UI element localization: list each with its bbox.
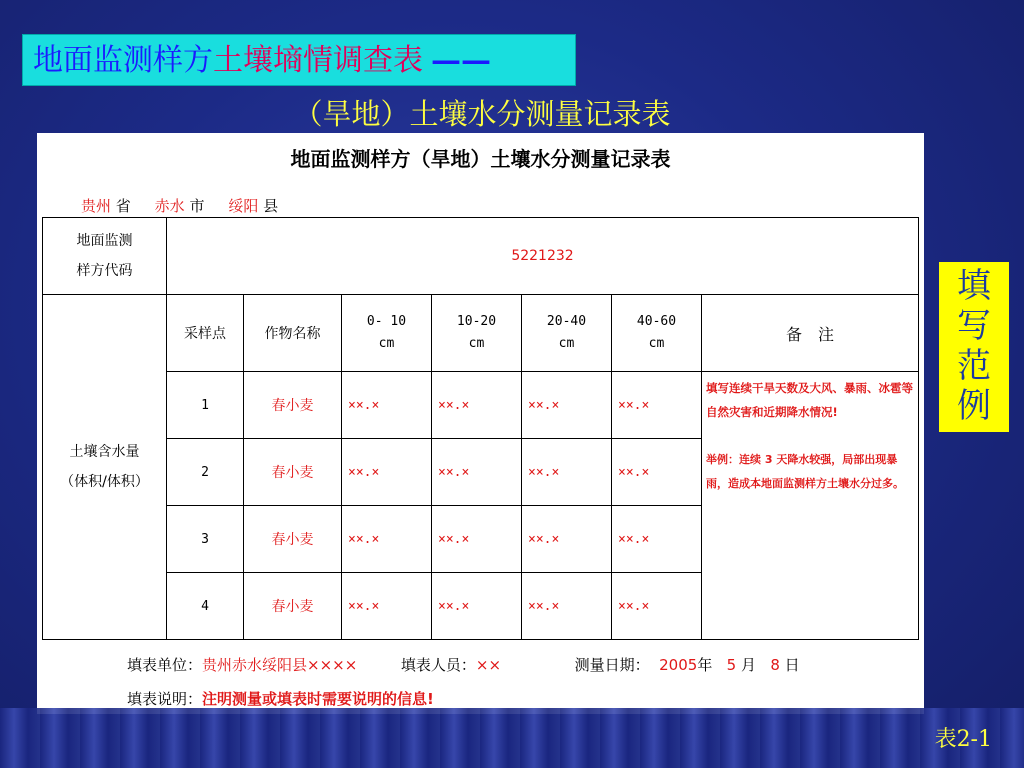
column-header: 0- 10 cm [342, 295, 432, 372]
sample-point: 1 [167, 372, 244, 439]
moisture-value: ××.× [522, 573, 612, 640]
crop-name: 春小麦 [244, 372, 342, 439]
person-label: 填表人员： [400, 656, 476, 674]
moisture-value: ××.× [342, 573, 432, 640]
note-value: 注明测量或填表时需要说明的信息! [202, 690, 434, 708]
table-number: 表2-1 [934, 727, 992, 752]
column-header: 40-60 cm [612, 295, 702, 372]
slide-title [22, 34, 576, 86]
crop-name: 春小麦 [244, 506, 342, 573]
form-title: 地面监测样方（旱地）土壤水分测量记录表 [290, 147, 671, 171]
footer-line-2 [127, 688, 434, 709]
province-label: 省 [115, 197, 131, 215]
column-header: 10-20 cm [432, 295, 522, 372]
code-label: 地面监测 样方代码 [43, 218, 167, 295]
column-header: 作物名称 [244, 295, 342, 372]
code-value: 5221232 [167, 218, 919, 295]
year-label: 年 [697, 656, 713, 674]
column-header: 20-40 cm [522, 295, 612, 372]
footer-line-1 [127, 654, 800, 675]
moisture-value: ××.× [342, 372, 432, 439]
example-label: 填 写 范 例 [939, 262, 1009, 432]
remark-example: 举例：连续 3 天降水较强，局部出现暴雨，造成本地面监测样方土壤水分过多。 [706, 453, 904, 490]
location-line [81, 195, 278, 216]
moisture-value: ××.× [612, 439, 702, 506]
slide-subtitle: （旱地）土壤水分测量记录表 [293, 97, 671, 131]
crop-name: 春小麦 [244, 439, 342, 506]
moisture-value: ××.× [342, 439, 432, 506]
sample-point: 4 [167, 573, 244, 640]
column-header: 采样点 [167, 295, 244, 372]
date-year: 2005 [659, 656, 698, 674]
moisture-value: ××.× [432, 372, 522, 439]
title-part2: 土壤墒情调查表 [213, 43, 423, 78]
date-month: 5 [726, 656, 737, 674]
city-value: 赤水 [154, 197, 185, 215]
column-header: 备 注 [702, 295, 919, 372]
month-label: 月 [740, 656, 756, 674]
note-label: 填表说明： [127, 690, 203, 708]
crop-name: 春小麦 [244, 573, 342, 640]
moisture-value: ××.× [612, 506, 702, 573]
remark-text: 填写连续干旱天数及大风、暴雨、冰雹等自然灾害和近期降水情况! [706, 381, 913, 419]
moisture-value: ××.× [522, 506, 612, 573]
moisture-value: ××.× [612, 372, 702, 439]
moisture-value: ××.× [612, 573, 702, 640]
date-label: 测量日期： [574, 656, 650, 674]
decorative-strip [0, 708, 1024, 768]
record-form [37, 133, 924, 714]
moisture-value: ××.× [432, 439, 522, 506]
remark-cell [702, 372, 919, 640]
moisture-value: ××.× [432, 573, 522, 640]
person-value: ×× [475, 656, 502, 674]
moisture-value: ××.× [522, 439, 612, 506]
moisture-value: ××.× [342, 506, 432, 573]
sample-point: 2 [167, 439, 244, 506]
unit-label: 填表单位： [127, 656, 203, 674]
moisture-label: 土壤含水量 （体积/体积） [43, 295, 167, 640]
title-dash: —— [431, 43, 491, 78]
title-part1: 地面监测样方 [33, 43, 213, 78]
city-label: 市 [189, 197, 205, 215]
unit-value: 贵州赤水绥阳县×××× [202, 656, 358, 674]
date-day: 8 [770, 656, 780, 674]
moisture-value: ××.× [522, 372, 612, 439]
moisture-value: ××.× [432, 506, 522, 573]
sample-point: 3 [167, 506, 244, 573]
county-label: 县 [263, 197, 279, 215]
county-value: 绥阳 [228, 197, 259, 215]
moisture-table [42, 217, 919, 640]
day-label: 日 [784, 656, 800, 674]
province-value: 贵州 [81, 197, 112, 215]
